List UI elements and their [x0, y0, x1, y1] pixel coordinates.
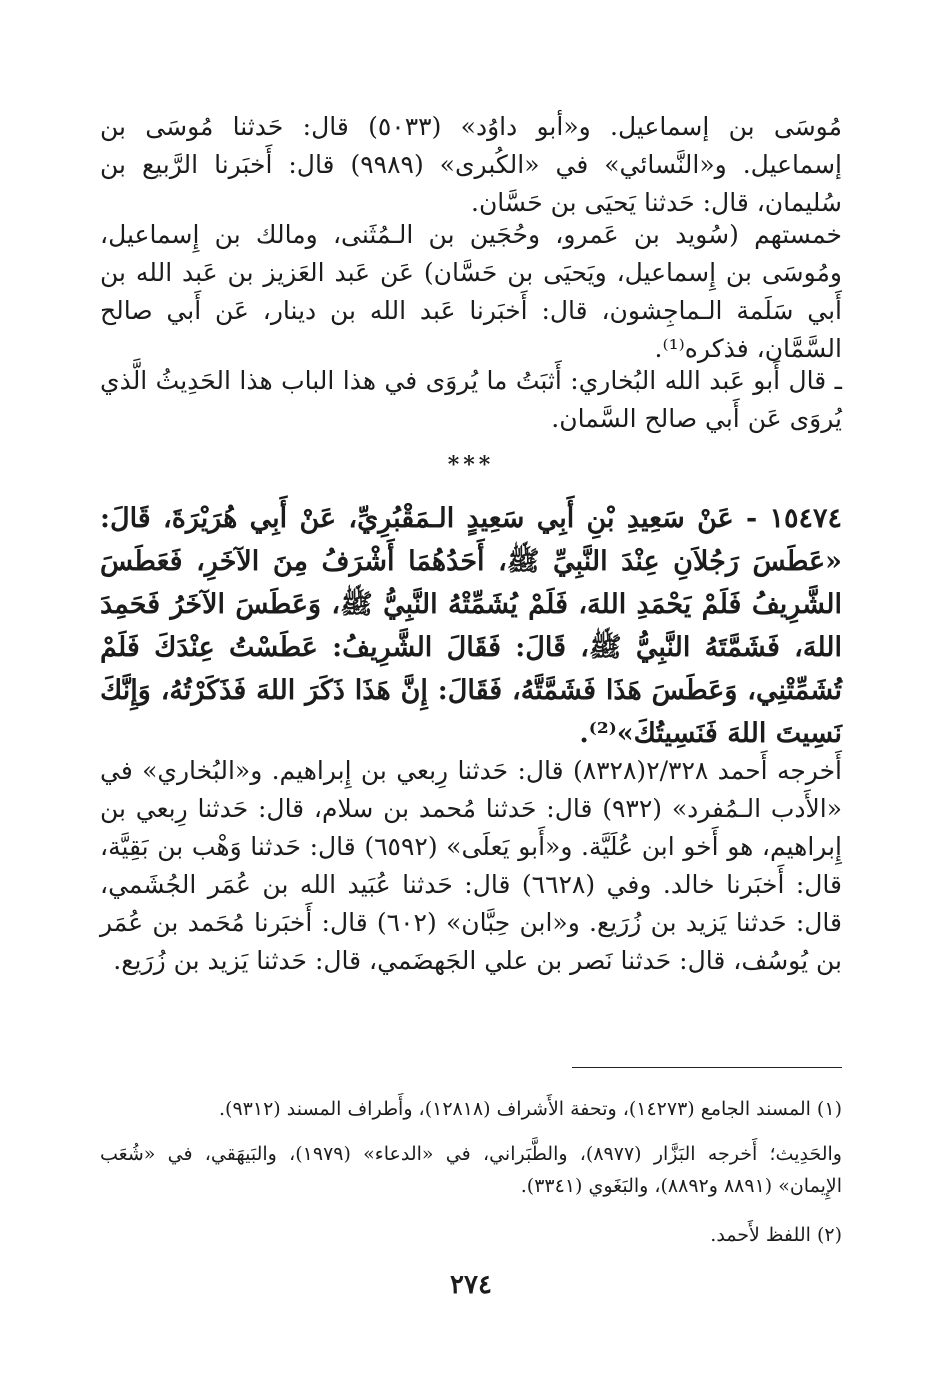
page-number: ٢٧٤	[450, 1270, 492, 1300]
footnote-2: (٢) اللفظ لأَحمد.	[710, 1224, 842, 1246]
paragraph-bukhari-comment: ـ قال أَبو عَبد الله البُخاري: أَثبَتُ ما يُروَى في هذا الباب هذا الحَدِيثُ الَّذي يُروَى عَن أَبي صالح السَّمان.	[100, 366, 842, 433]
footnote-1: (١) المسند الجامع (١٤٢٧٣)، وتحفة الأَشراف (١٢٨١٨)، وأَطراف المسند (٩٣١٢).	[219, 1098, 842, 1120]
paragraph-chain-continuation: مُوسَى بن إسماعيل. و«أبو داوُد» (٥٠٣٣) قال: حَدثنا مُوسَى بن إسماعيل. و«النَّسائي» في «الكُبرى» (٩٩٨٩) قال: أَخبَرنا الرَّبيع بن سُليمان، قال: حَدثنا يَحيَى بن حَسَّان.	[100, 112, 842, 217]
footnote-1-continuation: والحَدِيث؛ أَخرجه البَزَّار (٨٩٧٧)، والطَّبَراني، في «الدعاء» (١٩٧٩)، والبَيهَقي، في «شُعَب الإِيمان» (٨٨٩١ و٨٨٩٢)، والبَغَوي (٣٣٤١).	[100, 1143, 842, 1197]
footnote-divider	[572, 1067, 842, 1068]
paragraph-narrators-summary: خمستهم (سُويد بن عَمرو، وحُجَين بن الـمُثَنى، ومالك بن إِسماعيل، ومُوسَى بن إِسماعيل، ويَحيَى بن حَسَّان) عَن عَبد العَزيز بن عَبد الله بن أَبي سَلَمة الـماجِشون، قال: أَخبَرنا عَبد الله بن دينار، عَن أَبي صالح السَّمَّان، فذكره⁽¹⁾.	[100, 220, 842, 363]
hadith-text: ١٥٤٧٤ - عَنْ سَعِيدِ بْنِ أَبِي سَعِيدٍ الـمَقْبُرِيِّ، عَنْ أَبِي هُرَيْرَةَ، قَالَ: «عَطَسَ رَجُلاَنِ عِنْدَ النَّبِيِّ ﷺ، أَحَدُهُمَا أَشْرَفُ مِنَ الآخَرِ، فَعَطَسَ الشَّرِيفُ فَلَمْ يَحْمَدِ اللهَ، فَلَمْ يُشَمِّتْهُ النَّبِيُّ ﷺ، وَعَطَسَ الآخَرُ فَحَمِدَ اللهَ، فَشَمَّتَهُ النَّبِيُّ ﷺ، قَالَ: فَقَالَ الشَّرِيفُ: عَطَسْتُ عِنْدَكَ فَلَمْ تُشَمِّتْنِي، وَعَطَسَ هَذَا فَشَمَّتَّهُ، فَقَالَ: إِنَّ هَذَا ذَكَرَ اللهَ فَذَكَرْتُهُ، وَإِنَّكَ نَسِيتَ اللهَ فَنَسِيتُكَ»⁽²⁾.	[100, 503, 842, 749]
section-separator: ***	[447, 452, 495, 478]
paragraph-takhrij: أَخرجه أَحمد ٢/٣٢٨(٨٣٢٨) قال: حَدثنا رِبعي بن إِبراهيم. و«البُخاري» في «الأَدب الـمُفرد» (٩٣٢) قال: حَدثنا مُحمد بن سلام، قال: حَدثنا رِبعي بن إِبراهيم، هو أَخو ابن عُلَيَّة. و«أَبو يَعلَى» (٦٥٩٢) قال: حَدثنا وَهْب بن بَقِيَّة، قال: أَخبَرنا خالد. وفي (٦٦٢٨) قال: حَدثنا عُبَيد الله بن عُمَر الجُشَمي، قال: حَدثنا يَزيد بن زُرَيع. و«ابن حِبَّان» (٦٠٢) قال: أَخبَرنا مُحَمد بن عُمَر بن يُوسُف، قال: حَدثنا نَصر بن علي الجَهضَمي، قال: حَدثنا يَزيد بن زُرَيع.	[100, 756, 843, 975]
